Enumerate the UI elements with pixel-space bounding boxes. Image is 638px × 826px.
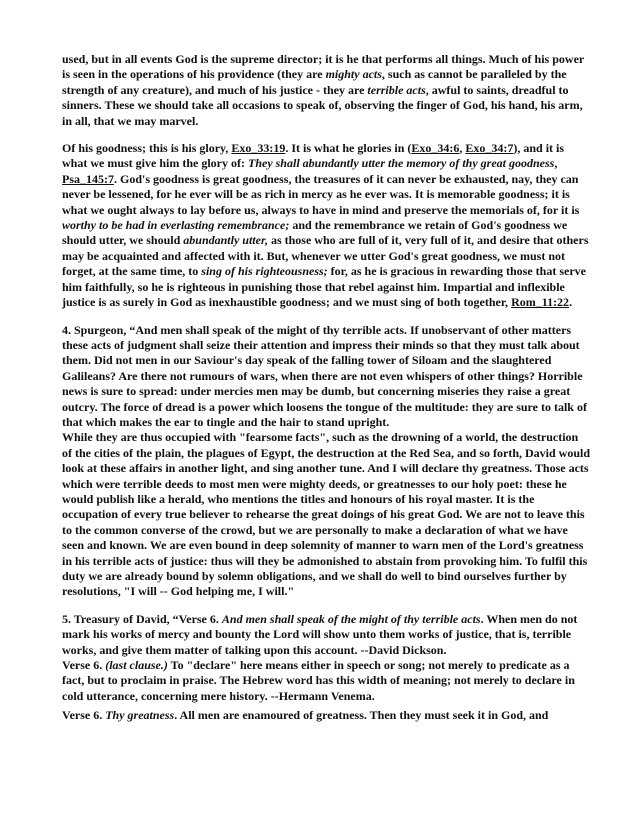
- body-text: . When men do not mark his works of mercy and bounty the Lord will show unto them works of justice, that is, terrible works, and give them matter of talking upon this account. --David Dickson.: [62, 611, 578, 657]
- body-text: ,: [459, 141, 466, 156]
- italic-text: Thy greatness: [105, 708, 175, 723]
- paragraph-last-clause: [62, 658, 590, 704]
- italic-text: They shall abundantly utter the memory of thy great goodness: [247, 156, 555, 171]
- italic-text: worthy to be had in everlasting remembrance;: [62, 218, 290, 233]
- body-text: ), and it is what we must give him the glory of:: [62, 141, 565, 171]
- scripture-reference-link[interactable]: Exo_33:19: [231, 141, 286, 156]
- body-text: ,: [554, 156, 558, 171]
- scripture-reference-link[interactable]: Psa_145:7: [62, 171, 114, 186]
- body-text: for, as he is gracious in rewarding those that serve him faithfully, so he is righteous in punishing those that rebel against him. Impartial and inflexible justice is as surely in God as inexhaustible goodness; and we must sing of both together,: [62, 264, 586, 310]
- italic-text: And men shall speak of the might of thy terrible acts: [221, 611, 481, 626]
- body-text: . It is what he glories in (: [285, 141, 412, 156]
- body-text: and the remembrance we retain of God's goodness we should utter, we should: [62, 218, 568, 248]
- italic-text: abundantly utter,: [183, 233, 268, 248]
- body-text: used, but in all events God is the supreme director; it is he that performs all things. Much of his power is seen in the operations of his providence (they are: [62, 52, 585, 82]
- paragraph-spurgeon: [62, 323, 590, 431]
- paragraph-gap: [62, 311, 590, 323]
- body-text: Of his goodness; this is his glory,: [62, 141, 232, 156]
- paragraph-treasury: [62, 612, 590, 658]
- paragraph-goodness: [62, 141, 590, 310]
- paragraph-continuation: [62, 52, 590, 129]
- paragraph-thy-greatness: [62, 708, 590, 723]
- italic-text: terrible acts: [367, 82, 426, 97]
- body-text: . God's goodness is great goodness, the treasures of it can never be exhausted, nay, they can never be lessened, for he ever will be as rich in mercy as he ever was. It is memorable goodness; it is what we ought always to lay before us, always to have in mind and preserve the memorials of, for it is: [62, 171, 580, 217]
- body-text: . All men are enamoured of greatness. Then they must seek it in God, and: [174, 708, 549, 723]
- body-text: 5. Treasury of David, “Verse 6.: [62, 611, 222, 626]
- body-text: Verse 6.: [62, 708, 106, 723]
- body-text: , awful to saints, dreadful to sinners. These we should take all occasions to speak of, observing the finger of God, his hand, his arm, in all, that we may marvel.: [62, 82, 583, 128]
- body-text: Verse 6.: [62, 658, 106, 673]
- body-text: .: [569, 295, 573, 310]
- body-text: While they are thus occupied with "fearsome facts", such as the drowning of a world, the destruction of the cities of the plain, the plagues of Egypt, the destruction at the Red Sea, and so forth, David would look at these affairs in another light, and sing another tune. And I will declare thy greatness. Those acts which were terrible deeds to most men were mighty deeds, or greatnesses to our holy poet: these he would publish like a herald, who mentions the titles and honours of his royal master. It is the occupation of every true believer to rehearse the great doings of his great God. We are not to leave this to the common converse of the crowd, but we are personally to make a declaration of what we have seen and known. We are even bound in deep solemnity of manner to warn men of the Lord's greatness in his terrible acts of justice: thus will they be admonished to abstain from provoking him. To fulfil this duty we are already bound by solemn obligations, and we shall do well to bind ourselves further by resolutions, "I will -- God helping me, I will.": [62, 430, 591, 599]
- body-text: 4. Spurgeon, “And men shall speak of the might of thy terrible acts. If unobservant of other matters these acts of judgment shall seize their attention and impress their minds so that they must talk about them. Did not men in our Saviour's day speak of the falling tower of Siloam and the slaughtered Galileans? Are there not rumours of wars, when there are not even whispers of other things? Horrible news is sure to spread: under mercies men may be dumb, but concerning miseries they raise a great outcry. The force of dread is a power which loosens the tongue of the multitude: they are sure to talk of that which makes the ear to tingle and the hair to stand upright.: [62, 322, 587, 429]
- paragraph-fearsome-facts: [62, 430, 590, 599]
- body-text: To "declare" here means either in speech or song; not merely to predicate as a fact, but to proclaim in praise. The Hebrew word has this width of meaning; not merely to declare in cold utterance, concerning mere history. --Hermann Venema.: [62, 658, 575, 703]
- paragraph-gap: [62, 600, 590, 612]
- body-text: , such as cannot be paralleled by the strength of any creature), and much of his justice - they are: [62, 67, 567, 97]
- italic-text: sing of his righteousness;: [201, 264, 328, 279]
- italic-text: (last clause.): [105, 658, 168, 673]
- scripture-reference-link[interactable]: Rom_11:22: [511, 295, 570, 310]
- scripture-reference-link[interactable]: Exo_34:6: [411, 141, 460, 156]
- italic-text: mighty acts: [325, 67, 382, 82]
- paragraph-gap: [62, 129, 590, 141]
- scripture-reference-link[interactable]: Exo_34:7: [465, 141, 514, 156]
- body-text: as those who are full of it, very full of it, and desire that others may be acquainted and affected with it. But, whenever we utter God's great goodness, we must not forget, at the same time, to: [62, 233, 589, 279]
